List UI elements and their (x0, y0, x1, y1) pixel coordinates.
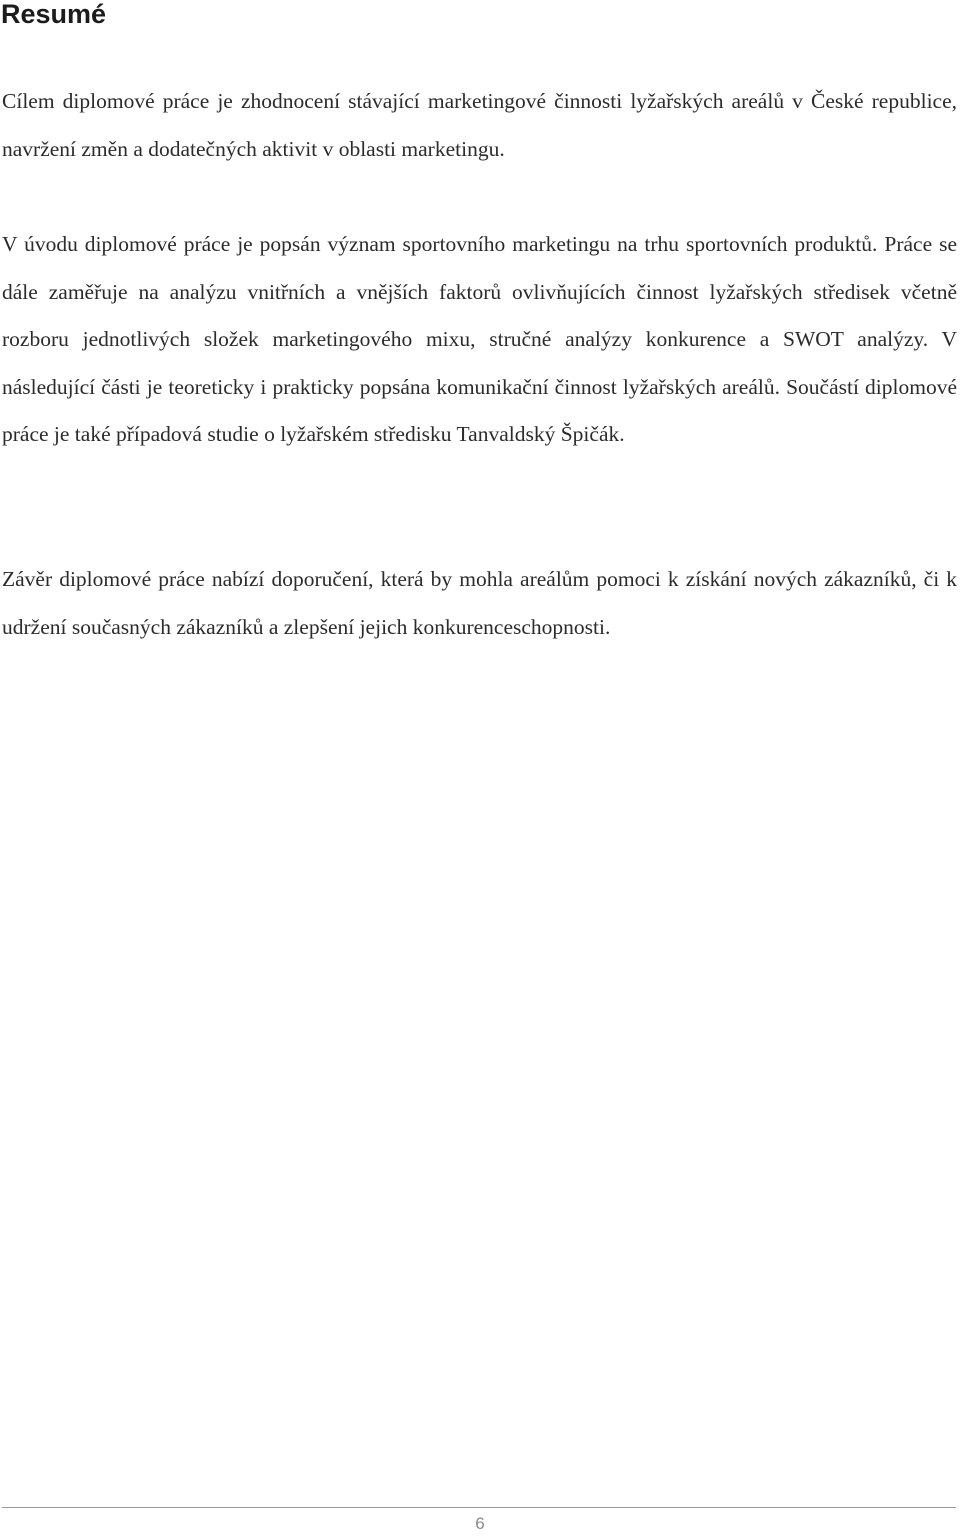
paragraph-conclusion: Závěr diplomové práce nabízí doporučení, která by mohla areálům pomoci k získání nových zákazníků, či k udržení současných zákazníků a zlepšení jejich konkurenceschopnosti. (2, 567, 957, 639)
page-title: Resumé (1, 0, 107, 29)
page-number: 6 (475, 1514, 485, 1533)
footer-divider (2, 1507, 956, 1508)
paragraph-goal: Cílem diplomové práce je zhodnocení stávající marketingové činnosti lyžařských areálů v České republice, navržení změn a dodatečných aktivit v oblasti marketingu. (2, 89, 957, 161)
paragraph-content: V úvodu diplomové práce je popsán význam sportovního marketingu na trhu sportovních produktů. Práce se dále zaměřuje na analýzu vnitřních a vnějších faktorů ovlivňujících činnost lyžařských středisek včetně rozboru jednotlivých složek marketingového mixu, stručné analýzy konkurence a SWOT analýzy. V následující části je teoreticky i prakticky popsána komunikační činnost lyžařských areálů. Součástí diplomové práce je také případová studie o lyžařském středisku Tanvaldský Špičák. (2, 232, 957, 446)
